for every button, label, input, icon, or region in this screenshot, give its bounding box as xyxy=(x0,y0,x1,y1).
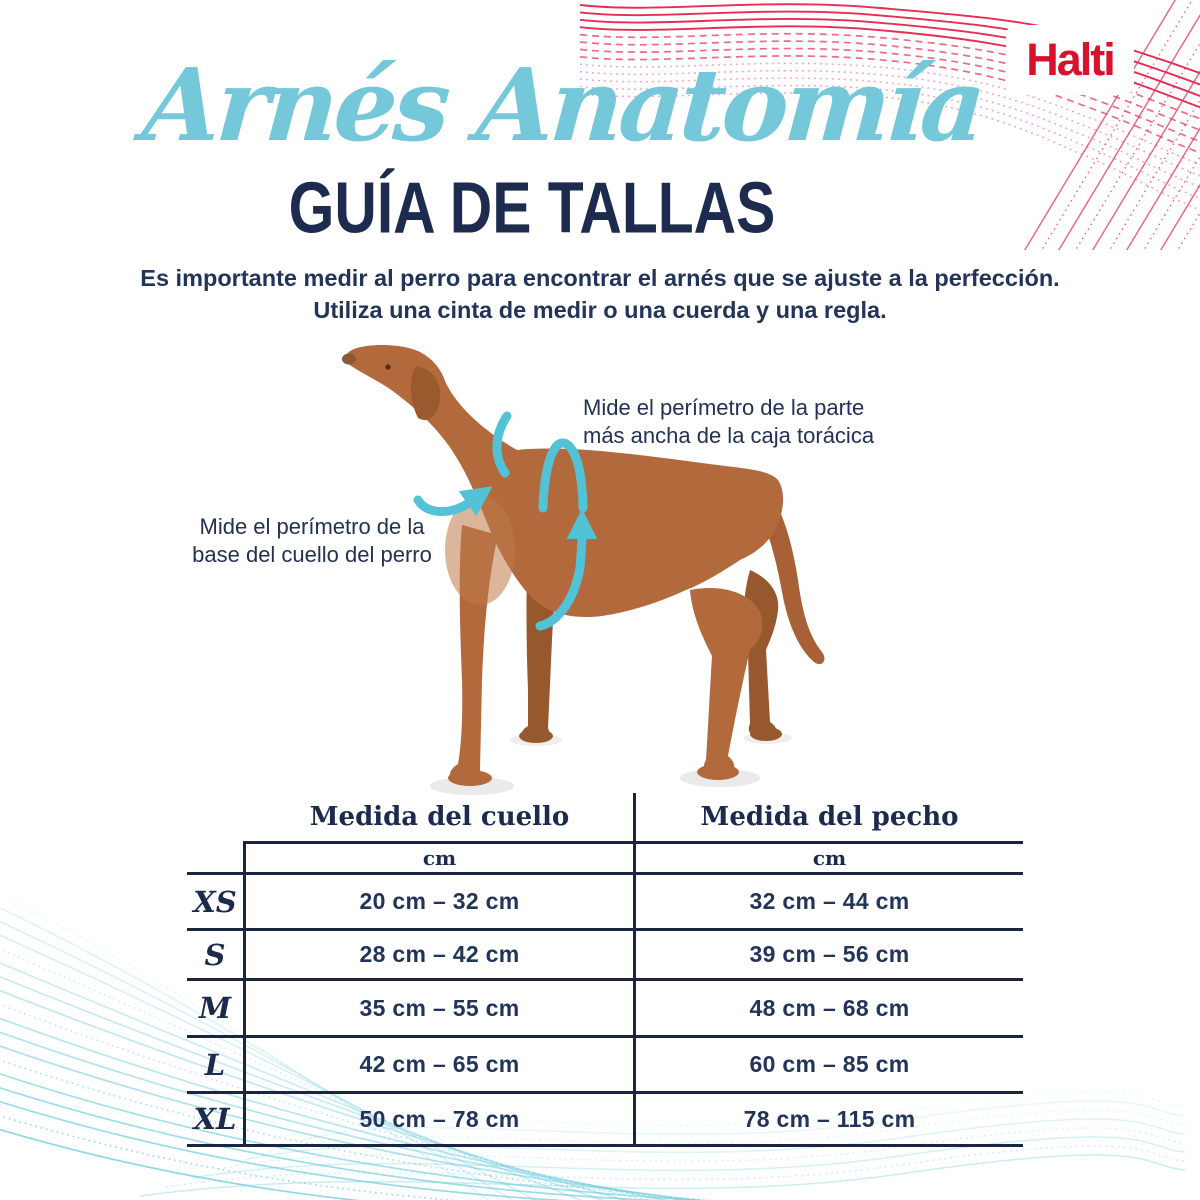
neck-range-cell: 50 cm – 78 cm xyxy=(359,1105,520,1132)
dog-eye xyxy=(385,364,390,369)
neck-note-line-1: Mide el perímetro de la xyxy=(199,514,425,539)
size-label: M xyxy=(198,991,232,1025)
chest-range-cell: 39 cm – 56 cm xyxy=(749,941,910,967)
chest-range-cell: 32 cm – 44 cm xyxy=(749,888,910,914)
halti-logo xyxy=(1006,25,1134,95)
chest-column-header: Medida del pecho xyxy=(700,802,959,832)
script-title: Arnés Anatomía xyxy=(139,46,986,164)
size-label: L xyxy=(204,1047,226,1082)
neck-range-cell: 20 cm – 32 cm xyxy=(359,888,520,914)
chest-note-line-2: más ancha de la caja torácica xyxy=(583,423,875,448)
intro-text xyxy=(0,262,1200,326)
neck-measure-note xyxy=(180,513,444,569)
neck-note-line-2: base del cuello del perro xyxy=(192,542,432,567)
chest-measure-note xyxy=(583,394,874,450)
dog-nose xyxy=(342,354,356,365)
neck-range-cell: 35 cm – 55 cm xyxy=(359,994,520,1021)
intro-line-1: Es importante medir al perro para encontrar el arnés que se ajuste a la perfección. xyxy=(140,265,1060,291)
page-title: GUÍA DE TALLAS xyxy=(288,167,776,249)
chest-range-cell: 48 cm – 68 cm xyxy=(749,994,910,1021)
neck-range-cell: 42 cm – 65 cm xyxy=(359,1051,520,1077)
chest-range-cell: 60 cm – 85 cm xyxy=(749,1051,910,1077)
size-label: XL xyxy=(193,1102,237,1136)
chest-unit-label: cm xyxy=(812,846,847,870)
intro-line-2: Utiliza una cinta de medir o una cuerda y una regla. xyxy=(313,297,887,323)
size-table xyxy=(185,790,1023,1152)
neck-measure-arrow-icon xyxy=(418,500,470,512)
neck-column-header: Medida del cuello xyxy=(309,802,570,832)
ground-shadows xyxy=(430,732,792,795)
neck-unit-label: cm xyxy=(422,846,457,870)
size-label: XS xyxy=(193,884,237,919)
chest-note-line-1: Mide el perímetro de la parte xyxy=(583,395,865,420)
halti-logo-text: Halti xyxy=(1026,34,1114,85)
neck-range-cell: 28 cm – 42 cm xyxy=(359,941,520,967)
chest-range-cell: 78 cm – 115 cm xyxy=(743,1105,916,1132)
size-label: S xyxy=(204,937,226,972)
